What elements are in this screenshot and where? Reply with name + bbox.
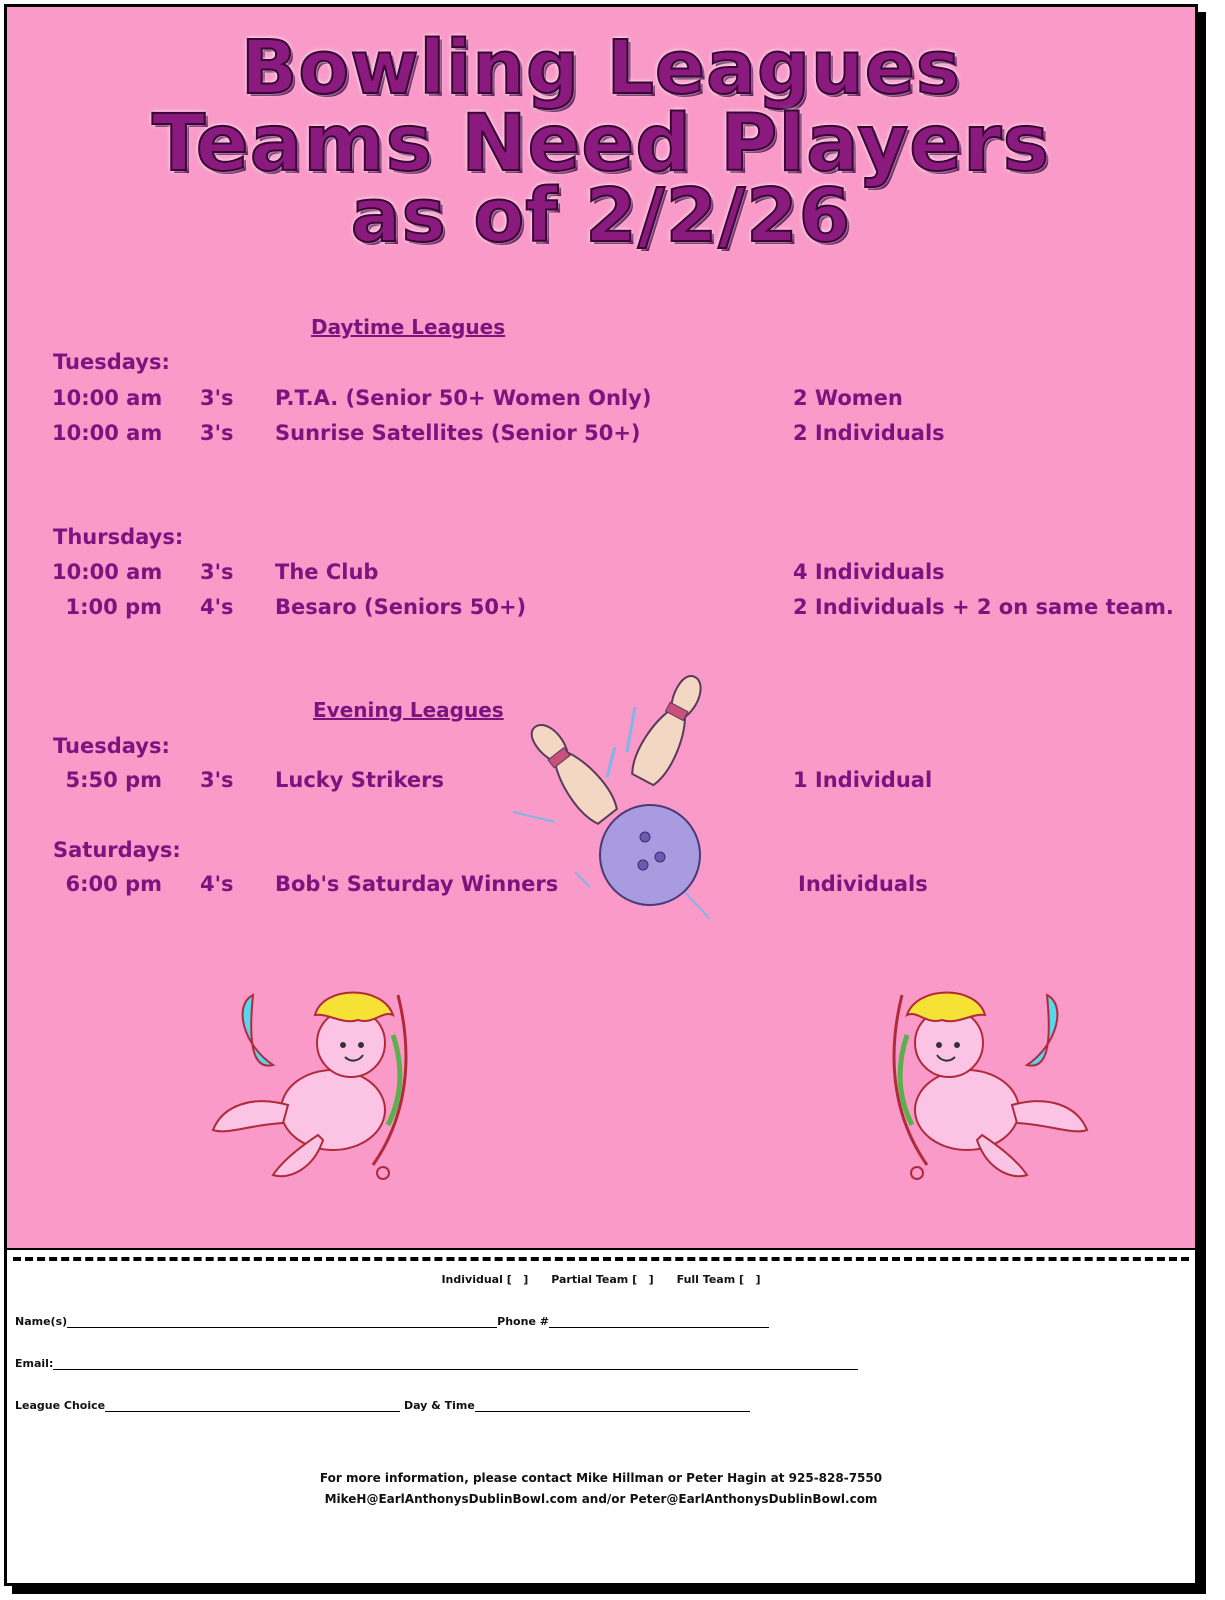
daytime-heading: Daytime Leagues [311,315,506,339]
league-row [7,421,1195,451]
league-name: Sunrise Satellites (Senior 50+) [275,421,641,445]
league-need: 2 Individuals + 2 on same team. [793,595,1174,619]
name-label: Name(s) [15,1315,68,1328]
league-team-size: 3's [200,421,234,445]
league-time: 10:00 am [52,386,163,410]
title-line-2: Teams Need Players [151,99,1051,189]
email-field [15,1357,858,1370]
title-line-3: as of 2/2/26 [350,173,852,259]
tear-off-line [13,1257,1189,1261]
league-row [7,560,1195,590]
league-choice-label: League Choice [15,1399,106,1412]
league-name: The Club [275,560,379,584]
league-name: P.T.A. (Senior 50+ Women Only) [275,386,652,410]
league-row [7,386,1195,416]
evening-saturday-label: Saturdays: [53,838,181,862]
contact-emails: MikeH@EarlAnthonysDublinBowl.com and/or Peter@EarlAnthonysDublinBowl.com [324,1492,878,1506]
day-time-input[interactable] [475,1399,750,1412]
cupid-icon [193,975,433,1190]
league-time: 10:00 am [52,421,163,445]
league-name: Lucky Strikers [275,768,444,792]
league-need: 1 Individual [793,768,933,792]
league-need: 4 Individuals [793,560,945,584]
league-time: 5:50 pm [65,768,162,792]
daytime-thursday-label: Thursdays: [53,525,184,549]
name-input[interactable] [67,1315,497,1328]
league-need: Individuals [798,872,928,896]
league-time: 10:00 am [52,560,163,584]
email-input[interactable] [53,1357,858,1370]
name-phone-field [15,1315,769,1328]
evening-tuesday-label: Tuesdays: [53,734,170,758]
daytime-tuesday-label: Tuesdays: [53,350,170,374]
bowling-pins-ball-icon [495,657,725,927]
league-time: 1:00 pm [65,595,162,619]
membership-options: Individual [ ] Partial Team [ ] Full Team [ ] [441,1273,761,1286]
league-time: 6:00 pm [65,872,162,896]
league-name: Besaro (Seniors 50+) [275,595,527,619]
pink-banner [7,7,1195,1250]
title-line-1: Bowling Leagues [241,25,961,111]
league-team-size: 3's [200,560,234,584]
league-name: Bob's Saturday Winners [275,872,559,896]
flyer-page [4,4,1198,1586]
league-need: 2 Individuals [793,421,945,445]
cupid-icon [867,975,1107,1190]
league-choice-field [15,1399,750,1412]
league-row [7,595,1195,625]
phone-input[interactable] [549,1315,769,1328]
contact-info: For more information, please contact Mike Hillman or Peter Hagin at 925-828-7550 [319,1471,883,1485]
league-team-size: 3's [200,386,234,410]
evening-heading: Evening Leagues [313,698,504,722]
league-need: 2 Women [793,386,903,410]
phone-label: Phone # [497,1315,549,1328]
league-team-size: 4's [200,872,234,896]
email-label: Email: [15,1357,54,1370]
league-choice-input[interactable] [105,1399,400,1412]
league-team-size: 4's [200,595,234,619]
day-time-label: Day & Time [403,1399,475,1412]
league-team-size: 3's [200,768,234,792]
